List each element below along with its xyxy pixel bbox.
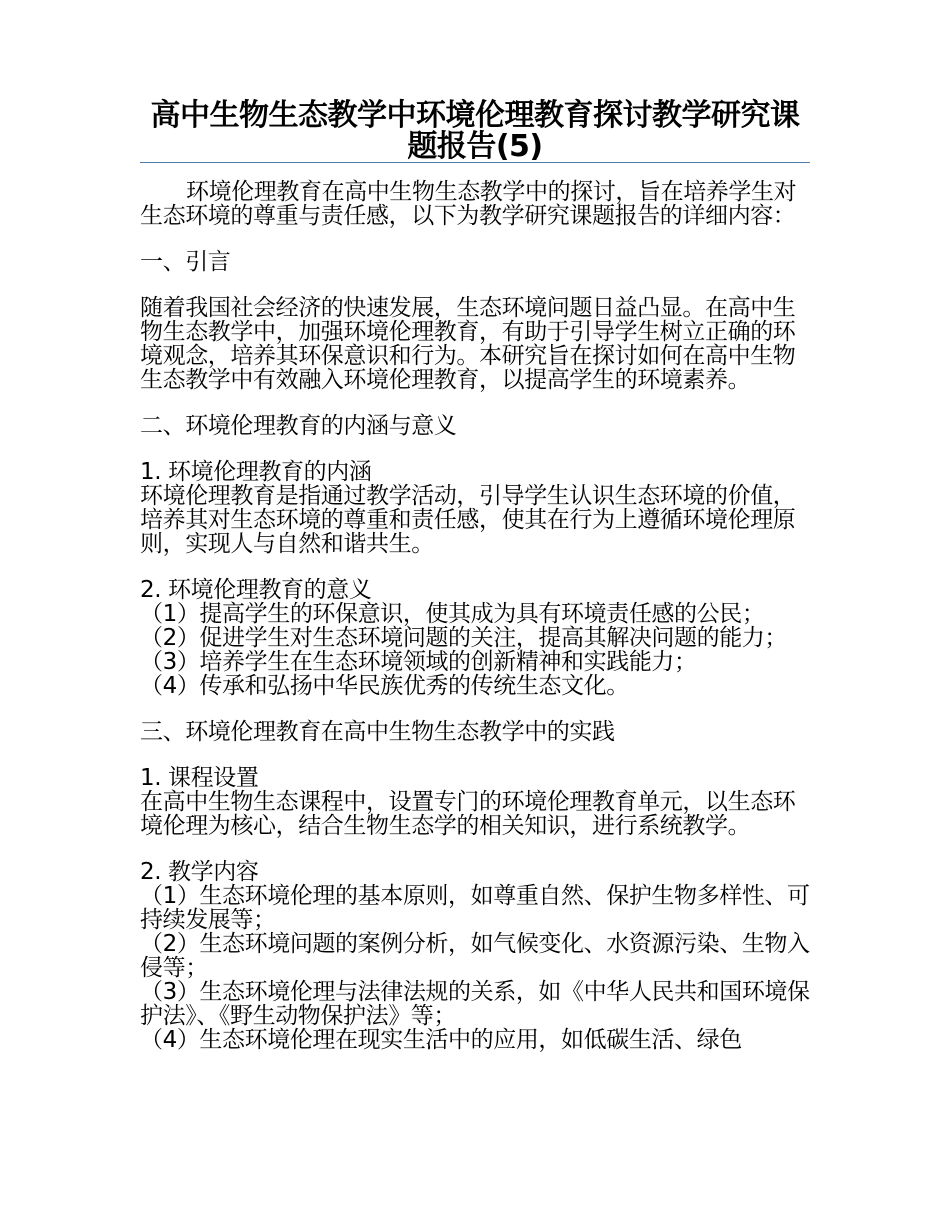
section-3-sub2-heading: 2. 教学内容 bbox=[140, 859, 259, 885]
section-3-heading: 三、环境伦理教育在高中生物生态教学中的实践 bbox=[140, 719, 615, 745]
section-2-sub1-heading: 1. 环境伦理教育的内涵 bbox=[140, 459, 372, 485]
section-2-sub2-heading: 2. 环境伦理教育的意义 bbox=[140, 577, 372, 603]
document-body bbox=[140, 180, 810, 1052]
title-underline bbox=[140, 162, 810, 163]
section-2-item: （4）传承和弘扬中华民族优秀的传统生态文化。 bbox=[140, 673, 629, 699]
document-title: 高中生物生态教学中环境伦理教育探讨教学研究课题报告(5) bbox=[150, 98, 800, 164]
section-2-heading: 二、环境伦理教育的内涵与意义 bbox=[140, 413, 457, 439]
section-3-item: （1）生态环境伦理的基本原则，如尊重自然、保护生物多样性、可持续发展等； bbox=[140, 883, 810, 933]
section-3-sub1-paragraph: 在高中生物生态课程中，设置专门的环境伦理教育单元，以生态环境伦理为核心，结合生物生态学的相关知识，进行系统教学。 bbox=[140, 789, 796, 839]
section-3-item: （4）生态环境伦理在现实生活中的应用，如低碳生活、绿色 bbox=[140, 1027, 742, 1053]
section-2-sub1-paragraph: 环境伦理教育是指通过教学活动，引导学生认识生态环境的价值，培养其对生态环境的尊重和责任感，使其在行为上遵循环境伦理原则，实现人与自然和谐共生。 bbox=[140, 483, 796, 557]
intro-paragraph: 环境伦理教育在高中生物生态教学中的探讨，旨在培养学生对生态环境的尊重与责任感，以下为教学研究课题报告的详细内容： bbox=[140, 179, 797, 229]
section-2-item: （1）提高学生的环保意识，使其成为具有环境责任感的公民； bbox=[140, 601, 765, 627]
section-1-paragraph: 随着我国社会经济的快速发展，生态环境问题日益凸显。在高中生物生态教学中，加强环境伦理教育，有助于引导学生树立正确的环境观念，培养其环保意识和行为。本研究旨在探讨如何在高中生物生态教学中有效融入环境伦理教育，以提高学生的环境素养。 bbox=[140, 295, 796, 393]
section-3-sub1-heading: 1. 课程设置 bbox=[140, 765, 259, 791]
section-3-item: （2）生态环境问题的案例分析，如气候变化、水资源污染、生物入侵等； bbox=[140, 931, 810, 981]
section-3-item: （3）生态环境伦理与法律法规的关系，如《中华人民共和国环境保护法》、《野生动物保护法》等； bbox=[140, 979, 810, 1029]
section-2-item: （3）培养学生在生态环境领域的创新精神和实践能力； bbox=[140, 649, 697, 675]
section-1-heading: 一、引言 bbox=[140, 249, 231, 275]
section-2-item: （2）促进学生对生态环境问题的关注，提高其解决问题的能力； bbox=[140, 625, 788, 651]
